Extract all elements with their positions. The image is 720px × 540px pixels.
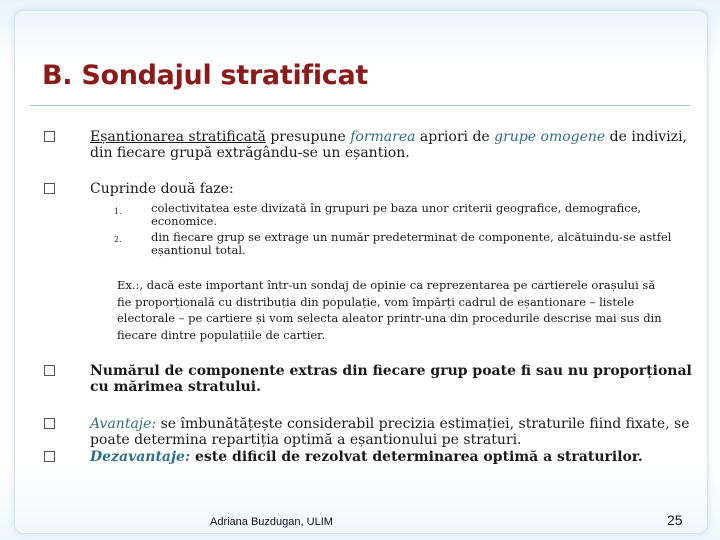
text-fragment: se îmbunătățește considerabil precizia estimației, straturile fiind fixate, se poate determina repartiția optimă a eșantionului pe straturi. <box>90 416 690 448</box>
bullet-advantages <box>90 416 700 448</box>
checkbox-bullet-icon <box>44 183 55 194</box>
bullet-disadvantages <box>90 449 700 465</box>
term-stratified-sampling: Eșantionarea stratificată <box>90 129 266 145</box>
checkbox-bullet-icon <box>44 418 55 429</box>
bullet-definition <box>90 129 700 161</box>
term-formarea: formarea <box>350 129 416 145</box>
slide-title: B. Sondajul stratificat <box>42 60 369 91</box>
phase-item: colectivitatea este divizată în grupuri pe baza unor criterii geografice, demografice, economice. <box>151 201 642 228</box>
phase-number: 2. <box>114 235 122 244</box>
term-grupe-omogene: grupe omogene <box>494 129 606 145</box>
title-divider <box>30 105 690 106</box>
checkbox-bullet-icon <box>44 365 55 376</box>
text-fragment: de indivizi, din fiecare grupă extrăgându-se un eșantion. <box>90 129 687 161</box>
disadvantages-label: Dezavantaje: <box>90 449 191 465</box>
text-fragment: presupune <box>265 129 351 145</box>
text-fragment: este dificil de rezolvat determinarea optimă a straturilor. <box>190 449 643 465</box>
phase-number: 1. <box>114 207 122 216</box>
checkbox-bullet-icon <box>44 451 55 462</box>
page-number: 25 <box>667 512 683 528</box>
bullet-phases: Cuprinde două faze: <box>90 181 234 197</box>
advantages-label: Avantaje: <box>90 416 157 432</box>
checkbox-bullet-icon <box>44 131 55 142</box>
bullet-proportional: Numărul de componente extras din fiecare grup poate fi sau nu proporțional cu mărimea stratului. <box>90 363 692 395</box>
text-fragment: apriori de <box>415 129 495 145</box>
phase-item: din fiecare grup se extrage un număr predeterminat de componente, alcătuindu-se astfel eșantionul total. <box>151 230 672 257</box>
slide-footer: Adriana Buzdugan, ULIM <box>210 516 333 528</box>
example-paragraph: Ex.:, dacă este important într-un sondaj de opinie ca reprezentarea pe cartierele orașului să fie proporțională cu distribuția din populație, vom împărți cadrul de eșantionare – listele electorale – pe cartiere și vom selecta aleator printr-una din procedurile descrise mai sus din fiecare dintre populațiile de cartier. <box>117 278 662 342</box>
